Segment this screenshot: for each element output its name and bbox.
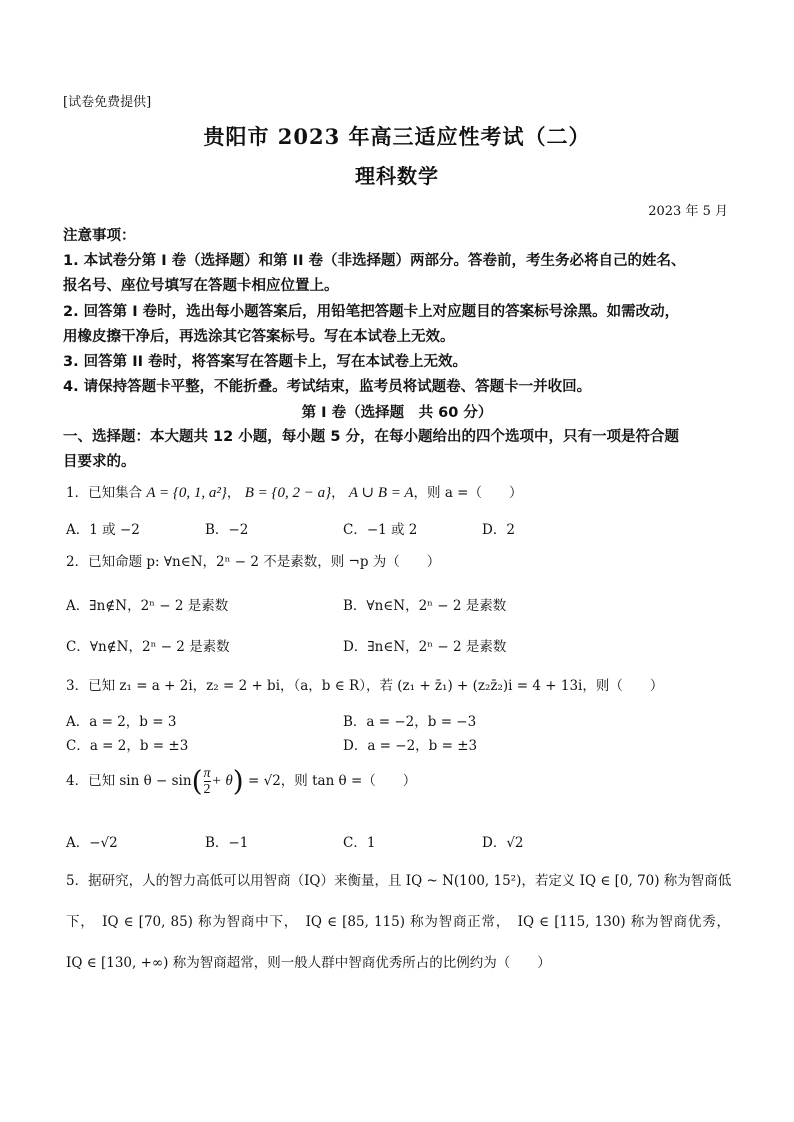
q3-option-b: B．a = −2，b = −3	[343, 714, 477, 730]
q1-tail: ，则 a =（ ）	[413, 485, 523, 501]
free-tag: [试卷免费提供]	[63, 95, 152, 110]
q1-number: 1．已知集合	[66, 485, 143, 501]
q4-suffix: + θ	[211, 773, 233, 789]
q4-prefix: 4．已知 sin θ − sin	[66, 773, 192, 789]
exam-date: 2023 年 5 月	[648, 204, 728, 219]
note-line-3: 2. 回答第 I 卷时，选出每小题答案后，用铅笔把答题卡上对应题目的答案标号涂黑。如需改动，	[63, 304, 680, 320]
q1-option-a: A．1 或 −2	[66, 522, 140, 538]
note-line-2: 报名号、座位号填写在答题卡相应位置上。	[63, 278, 339, 294]
q3-option-d: D．a = −2，b = ±3	[343, 738, 478, 754]
q4-option-b: B．−1	[205, 835, 249, 851]
notes-heading: 注意事项：	[63, 228, 136, 244]
q1-option-c: C．−1 或 2	[343, 522, 418, 538]
section-title: 第 I 卷（选择题 共 60 分）	[301, 405, 493, 421]
q2-option-c: C．∀n∉N，2ⁿ − 2 是素数	[66, 639, 230, 655]
exam-title: 贵阳市 2023 年高三适应性考试（二）	[203, 124, 591, 149]
q1-set-b: B = {0, 2 − a}	[244, 485, 332, 501]
q4-fraction-denominator: 2	[203, 782, 211, 797]
question-5-line-1: 5．据研究，人的智力高低可以用智商（IQ）来衡量，且 IQ ~ N(100, 15²)，若定义 IQ ∈ [0, 70) 称为智商低	[66, 873, 732, 889]
q4-option-a: A．−√2	[66, 835, 118, 851]
q3-option-c: C．a = 2，b = ±3	[66, 738, 189, 754]
exam-subject: 理科数学	[355, 164, 439, 188]
q4-fraction	[204, 766, 211, 797]
q4-option-c: C．1	[343, 835, 376, 851]
q2-option-a: A．∃n∉N，2ⁿ − 2 是素数	[66, 598, 229, 614]
q4-fraction-numerator: π	[203, 766, 211, 781]
note-line-6: 4. 请保持答题卡平整，不能折叠。考试结束，监考员将试题卷、答题卡一并收回。	[63, 379, 592, 395]
question-2-stem: 2．已知命题 p: ∀n∈N，2ⁿ − 2 不是素数，则 ¬p 为（ ）	[66, 554, 441, 570]
q3-option-a: A．a = 2，b = 3	[66, 714, 177, 730]
q2-option-d: D．∃n∈N，2ⁿ − 2 是素数	[343, 639, 507, 655]
note-line-4: 用橡皮擦干净后，再选涂其它答案标号。写在本试卷上无效。	[63, 329, 455, 345]
question-1-stem: 1．已知集合 A = {0, 1, a²}， B = {0, 2 − a}， A ∪ B = A，则 a =（ ）	[66, 485, 523, 501]
question-5-line-2: 下， IQ ∈ [70, 85) 称为智商中下， IQ ∈ [85, 115) 称为智商正常， IQ ∈ [115, 130) 称为智商优秀，	[66, 914, 730, 930]
q1-option-d: D．2	[482, 522, 515, 538]
q1-condition: A ∪ B = A	[348, 485, 414, 501]
section-instructions-1: 一、选择题：本大题共 12 小题，每小题 5 分，在每小题给出的四个选项中，只有一项是符合题	[63, 429, 679, 445]
section-instructions-2: 目要求的。	[63, 454, 136, 470]
q1-option-b: B．−2	[205, 522, 249, 538]
question-5-line-3: IQ ∈ [130, +∞) 称为智商超常，则一般人群中智商优秀所占的比例约为（ ）	[66, 955, 551, 971]
q1-set-a: A = {0, 1, a²}	[146, 485, 227, 501]
q2-option-b: B．∀n∈N，2ⁿ − 2 是素数	[343, 598, 507, 614]
note-line-5: 3. 回答第 II 卷时，将答案写在答题卡上，写在本试卷上无效。	[63, 354, 468, 370]
q4-option-d: D．√2	[482, 835, 524, 851]
note-line-1: 1. 本试卷分第 I 卷（选择题）和第 II 卷（非选择题）两部分。答卷前，考生务必将自己的姓名、	[63, 253, 686, 269]
question-3-stem: 3．已知 z₁ = a + 2i，z₂ = 2 + bi，（a，b ∈ R），若 (z₁ + z̄₁) + (z₂z̄₂)i = 4 + 13i，则（ ）	[66, 678, 664, 694]
question-4-stem: 4．已知 sin θ − sin( $\frac{\pi}{2}$ + θ) = √2，则 tan θ =（ ）	[66, 764, 417, 798]
q4-rhs: = √2，则 tan θ =（ ）	[248, 773, 417, 789]
